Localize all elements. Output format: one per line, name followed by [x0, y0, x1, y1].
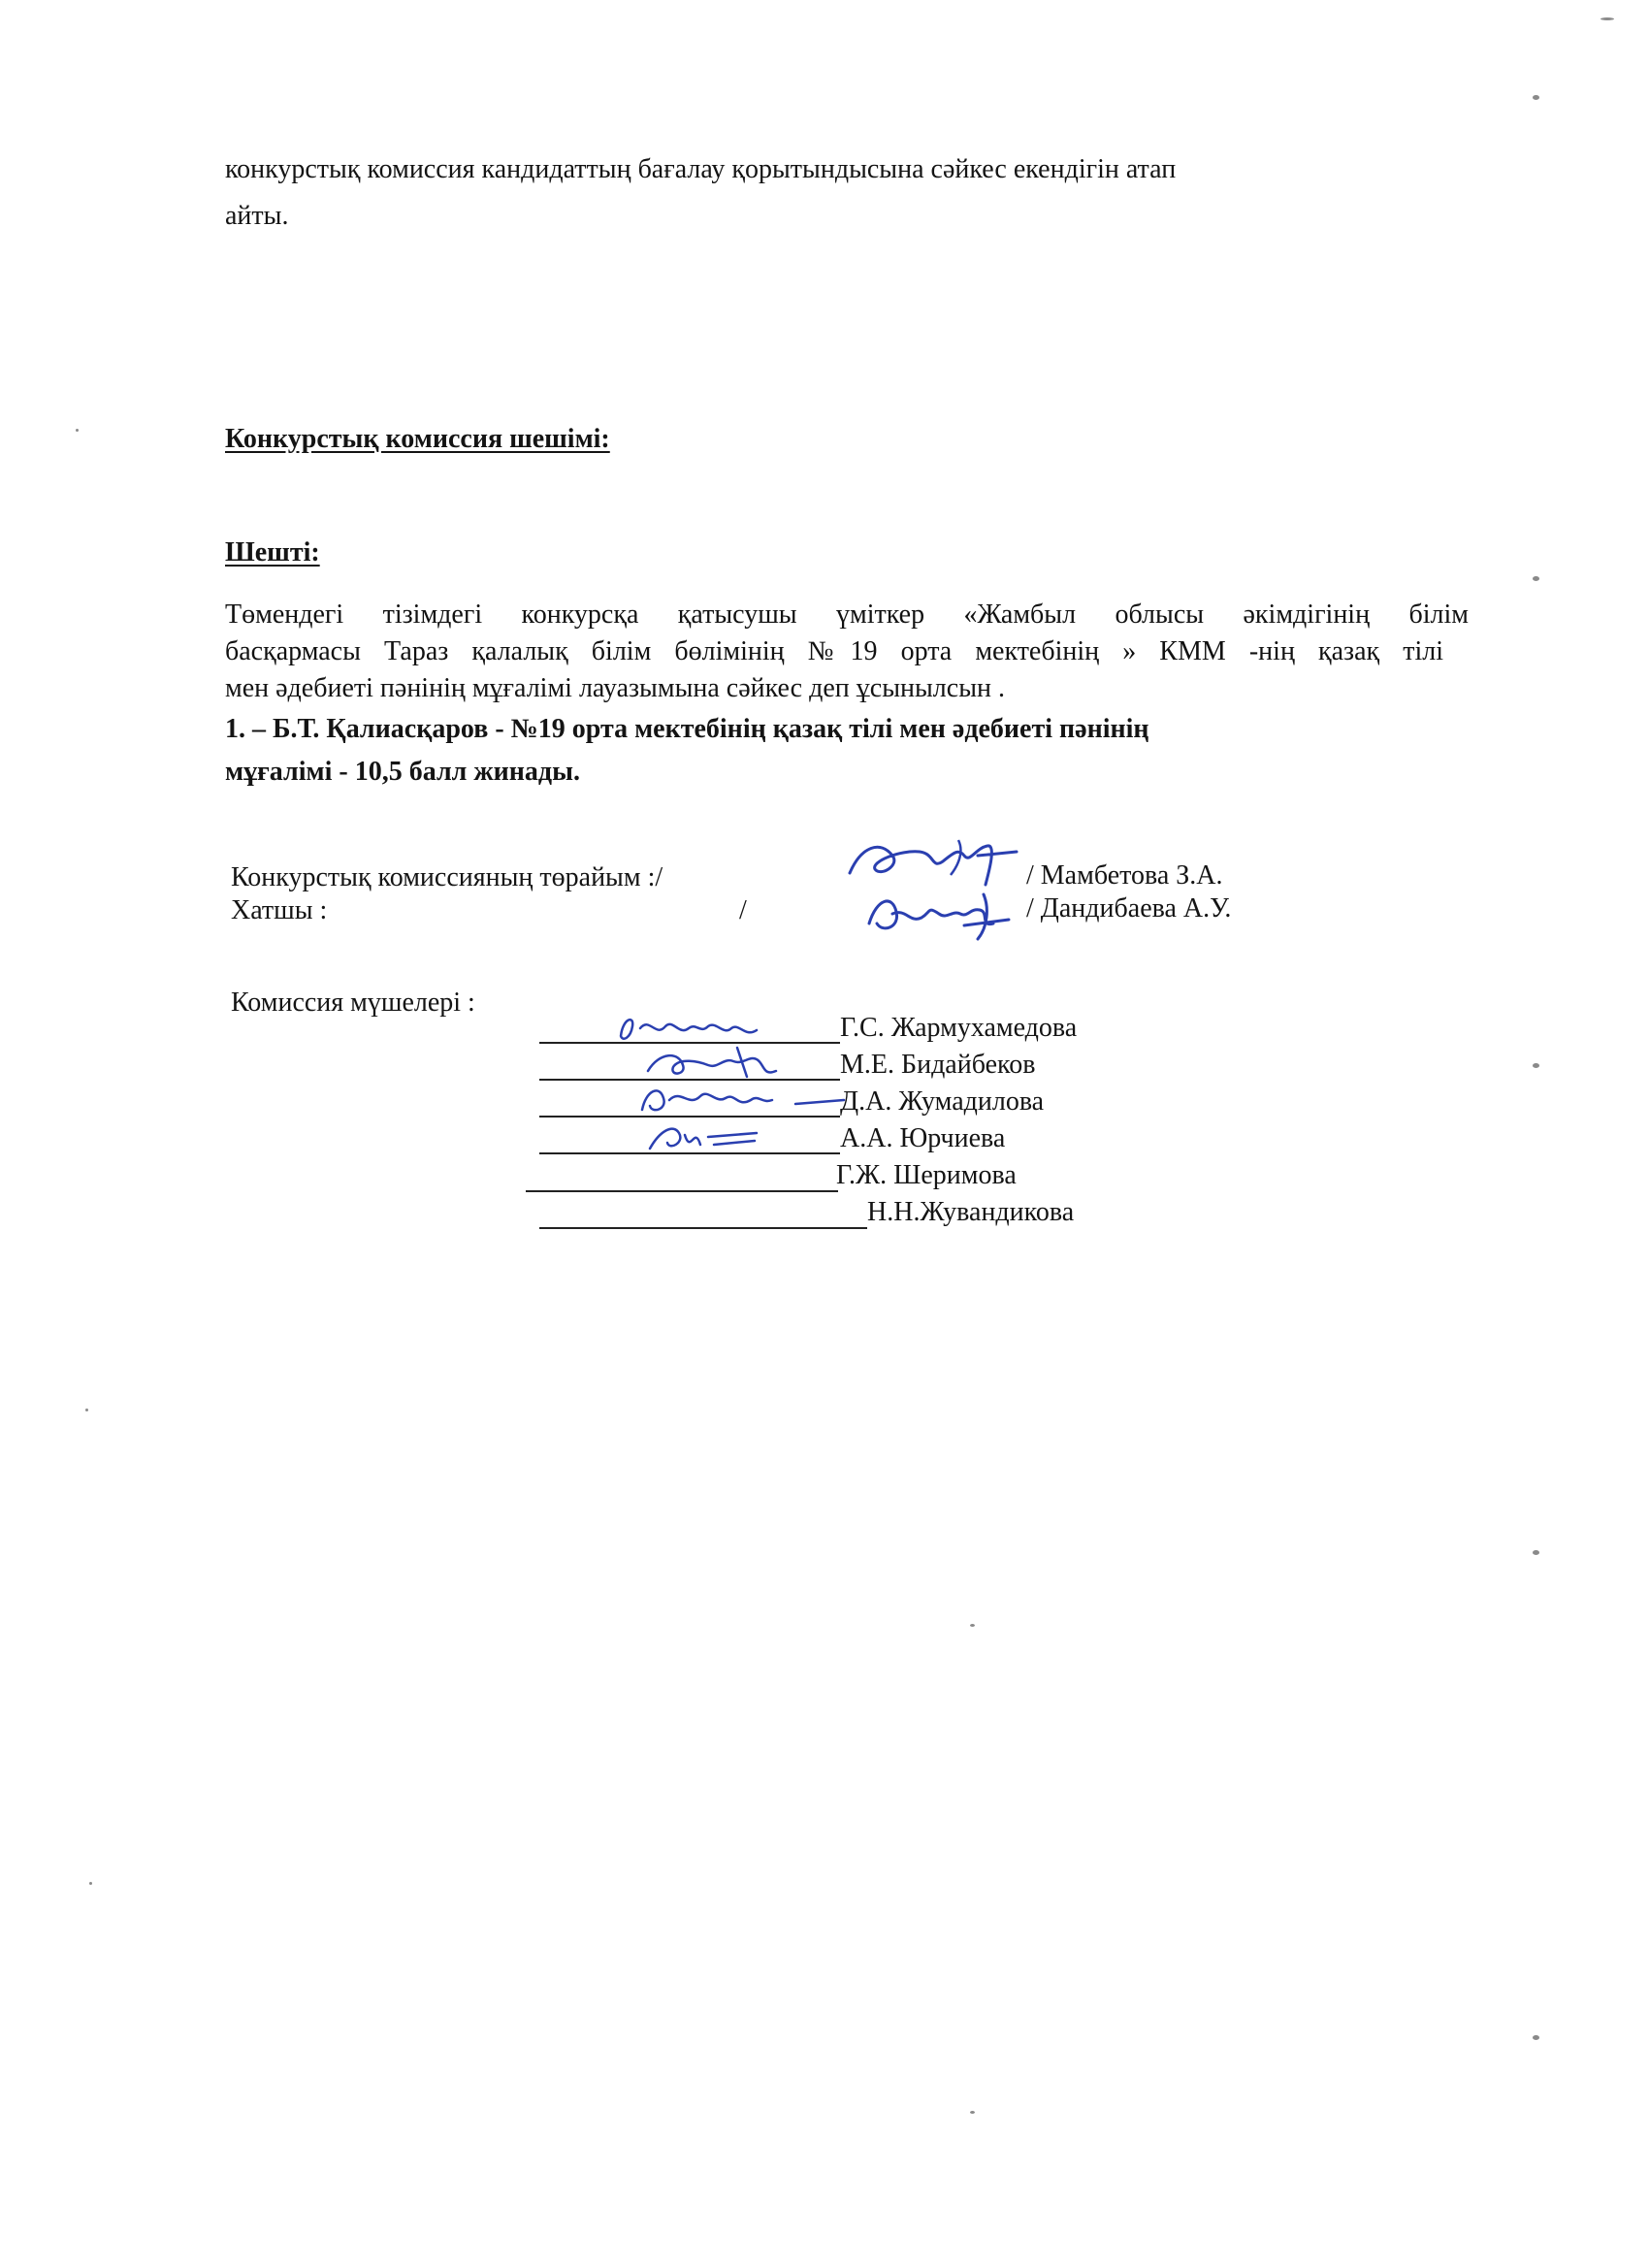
- member-name: Г.Ж. Шеримова: [836, 1160, 1017, 1190]
- candidate-line-2: мұғалімі - 10,5 балл жинады.: [225, 757, 580, 787]
- scan-speck: [1533, 1063, 1539, 1068]
- candidate-line-1: 1. – Б.Т. Қалиасқаров - №19 орта мектебінің қазақ тілі мен әдебиеті пәнінің: [225, 714, 1149, 744]
- scan-speck: [76, 429, 79, 432]
- scan-speck: [89, 1882, 92, 1885]
- member-name: Г.С. Жармухамедова: [840, 1013, 1078, 1043]
- resolved-heading: Шешті:: [225, 537, 320, 567]
- scan-speck: [1533, 576, 1539, 581]
- decision-heading: Конкурстық комиссия шешімі:: [225, 424, 610, 454]
- scan-speck: [1533, 95, 1539, 100]
- member-signature-image: [640, 1116, 786, 1158]
- member-signature-image: [640, 1042, 795, 1083]
- chair-label: Конкурстық комиссияның төрайым :/: [231, 862, 663, 892]
- scan-speck: [970, 2111, 975, 2114]
- resolution-line-2: басқармасы Тараз қалалық білім бөлімінің №19 орта мектебінің » КММ -нің қазақ тілі: [225, 636, 1443, 666]
- scan-speck: [1600, 17, 1614, 20]
- member-name: М.Е. Бидайбеков: [840, 1050, 1036, 1080]
- intro-line-1: конкурстық комиссия кандидаттың бағалау қорытындысына сәйкес екендігін атап: [225, 154, 1177, 184]
- member-name: Д.А. Жумадилова: [840, 1086, 1045, 1117]
- resolution-line-3: мен әдебиеті пәнінің мұғалімі лауазымына сәйкес деп ұсынылсын .: [225, 673, 1006, 703]
- secretary-slash: /: [739, 895, 747, 925]
- secretary-label: Хатшы :: [231, 895, 328, 925]
- scan-speck: [1533, 2035, 1539, 2040]
- member-name: А.А. Юрчиева: [840, 1123, 1006, 1153]
- scan-speck: [1533, 1550, 1539, 1555]
- intro-line-2: айты.: [225, 201, 289, 231]
- secretary-signature-image: [863, 885, 1028, 947]
- member-signature-line: [539, 1227, 867, 1229]
- scan-speck: [970, 1624, 975, 1627]
- members-label: Комиссия мүшелері :: [231, 988, 475, 1018]
- scan-speck: [85, 1409, 88, 1411]
- chair-name: / Мамбетова З.А.: [1026, 860, 1223, 891]
- secretary-name: / Дандибаева А.У.: [1026, 893, 1232, 923]
- member-signature-line: [526, 1190, 838, 1192]
- member-name: Н.Н.Жувандикова: [867, 1197, 1075, 1227]
- resolution-line-1: Төмендегі тізімдегі конкурсқа қатысушы үміткер «Жамбыл облысы әкімдігінің білім: [225, 599, 1469, 630]
